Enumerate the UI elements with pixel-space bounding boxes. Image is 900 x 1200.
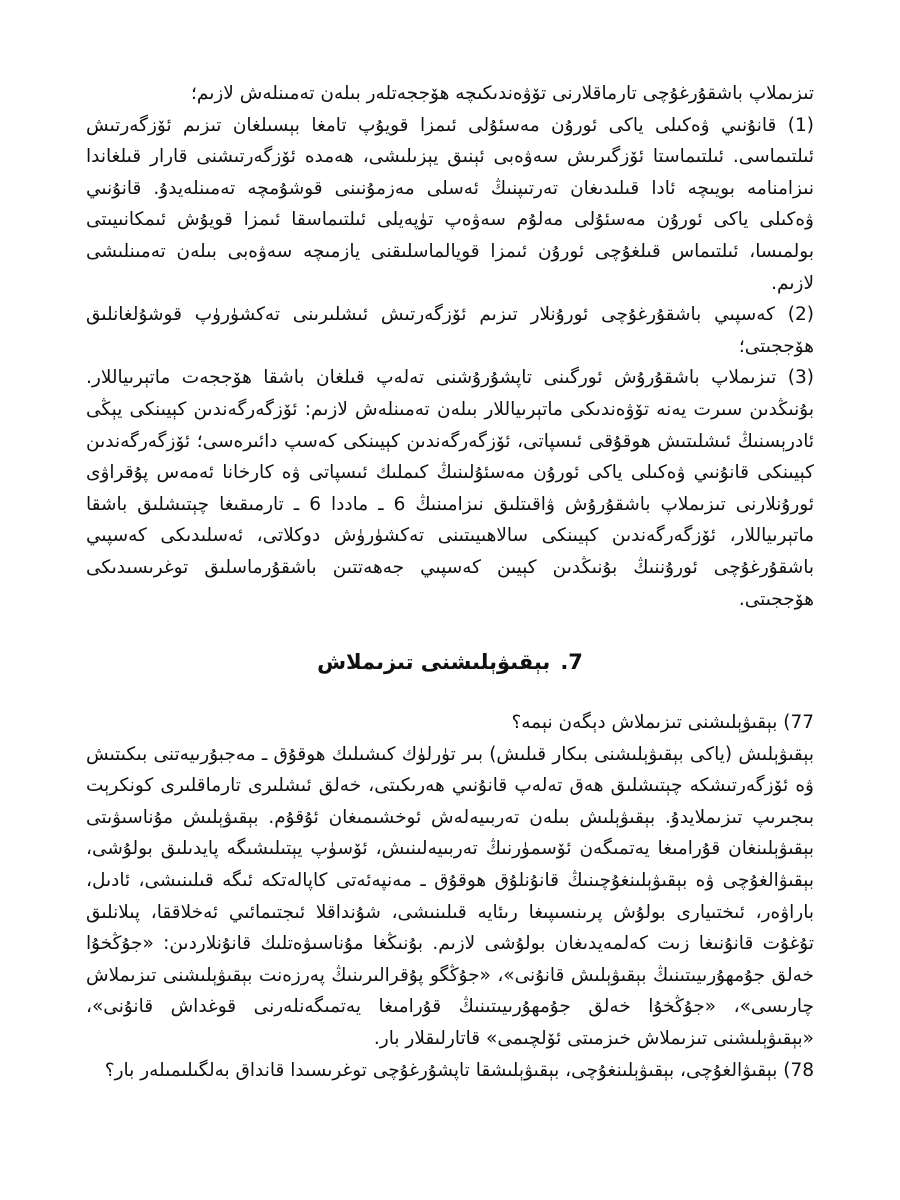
list-item-3: (3) تىزىملاپ باشقۇرۇش ئورگىنى تاپشۇرۇشنى تەلەپ قىلغان باشقا ھۆججەت ماتېرىياللار. بۇنىڭدىن سىرت يەنە تۆۋەندىكى ماتېرىياللار بىلەن تەمىنلەش لازىم: ئۆزگەرگەندىن كېيىنكى يېڭى ئادرېسنىڭ ئىشلىتىش ھوقۇقى ئىسپاتى، ئۆزگەرگەندىن كېيىنكى كەسپ دائىرەسى؛ ئۆزگەرگەندىن كېيىنكى قانۇنىي ۋەكىلى ياكى ئورۇن مەسئۇلىنىڭ كىملىك ئىسپاتى ۋە كارخانا ئەمەس پۇقراۋى ئورۇنلارنى تىزىملاپ باشقۇرۇش ۋاقىتلىق نىزامىنىڭ 6 ـ ماددا 6 ـ تارمىقىغا چېتىشلىق باشقا ماتېرىياللار، ئۆزگەرگەندىن كېيىنكى سالاھىيىتىنى تەكشۈرۈش دوكلاتى، ئەسلىدىكى كەسپىي باشقۇرغۇچى ئورۇننىڭ بۇنىڭدىن كېيىن كەسپىي جەھەتتىن باشقۇرماسلىق توغرىسىدىكى ھۆججىتى.	[86, 367, 814, 610]
answer-77: بېقىۋېلىش (ياكى بېقىۋېلىشنى بىكار قىلىش) بىر تۈرلۈك كىشىلىك ھوقۇق ـ مەجبۇرىيەتنى بىكىتىش ۋە ئۆزگەرتىشكە چېتىشلىق ھەق تەلەپ قانۇنىي ھەرىكىتى، خەلق ئىشلىرى تارماقلىرى كونكرېت بىجىرىپ تىزىملايدۇ. بېقىۋېلىش بىلەن تەربىيەلەش ئوخشىمىغان ئۇقۇم. بېقىۋېلىش مۇناسىۋىتى بېقىۋېلىنغان قۇرامىغا يەتمىگەن ئۆسمۈرنىڭ تەربىيەلىنىش، ئۆسۈپ يېتىلىشىگە پايدىلىق بولۇشى، بېقىۋالغۇچى ۋە بېقىۋېلىنغۇچىنىڭ قانۇنلۇق ھوقۇق ـ مەنپەئەتى كاپالەتكە ئىگە قىلىنىشى، ئادىل، باراۋەر، ئىختىيارى بولۇش پرىنسىپىغا رىئايە قىلىنىشى، شۇنداقلا ئىجتىمائىي ئەخلاققا، پىلانلىق تۇغۇت قانۇنىغا زىت كەلمەيدىغان بولۇشى لازىم. بۇنىڭغا مۇناسىۋەتلىك قانۇنلاردىن: «جۇڭخۇا خەلق جۇمھۇرىيىتىنىڭ بېقىۋېلىش قانۇنى»، «جۇڭگو پۇقرالىرىنىڭ پەرزەنت بېقىۋېلىشنى تىزىملاش چارىسى»، «جۇڭخۇا خەلق جۇمھۇرىيىتىنىڭ قۇرامىغا يەتمىگەنلەرنى قوغداش قانۇنى»، «بېقىۋېلىشنى تىزىملاش خىزمىتى ئۆلچىمى» قاتارلىقلار بار.	[86, 743, 814, 1050]
list-item-2: (2) كەسپىي باشقۇرغۇچى ئورۇنلار تىزىم ئۆزگەرتىش ئىشلىرىنى تەكشۈرۈپ قوشۇلغانلىق ھۆججىتى؛	[86, 304, 814, 357]
question-77: 77) بېقىۋېلىشنى تىزىملاش دېگەن نېمە؟	[511, 712, 814, 734]
section-heading	[86, 647, 814, 677]
section-title: بېقىۋېلىشنى تىزىملاش	[317, 650, 551, 675]
section-number: 7.	[560, 650, 583, 675]
intro-line: تىزىملاپ باشقۇرغۇچى تارماقلارنى تۆۋەندىكىچە ھۆججەتلەر بىلەن تەمىنلەش لازىم؛	[191, 83, 814, 104]
question-78: 78) بېقىۋالغۇچى، بېقىۋېلىنغۇچى، بېقىۋېلىشقا تاپشۇرغۇچى توغرىسىدا قانداق بەلگىلىمىلەر بار؟	[104, 1059, 814, 1081]
list-item-1: (1) قانۇنىي ۋەكىلى ياكى ئورۇن مەسئۇلى ئىمزا قويۇپ تامغا بېسىلغان تىزىم ئۆزگەرتىش ئىلتىماسى. ئىلتىماستا ئۆزگىرىش سەۋەبى ئېنىق يېزىلىشى، ھەمدە ئۆزگەرتىشنى قارار قىلغاندا نىزامنامە بويىچە ئادا قىلىدىغان تەرتىپنىڭ ئەسلى مەزمۇنىنى قوشۇمچە تەمىنلەيدۇ. قانۇنىي ۋەكىلى ياكى ئورۇن مەسئۇلى مەلۇم سەۋەپ تۈپەيلى ئىلتىماسقا ئىمزا قويۇش ئىمكانىيىتى بولمىسا، ئىلتىماس قىلغۇچى ئورۇن ئىمزا قويالماسلىقنى يازمىچە سەۋەبى بىلەن تەمىنلىشى لازىم.	[86, 114, 814, 294]
